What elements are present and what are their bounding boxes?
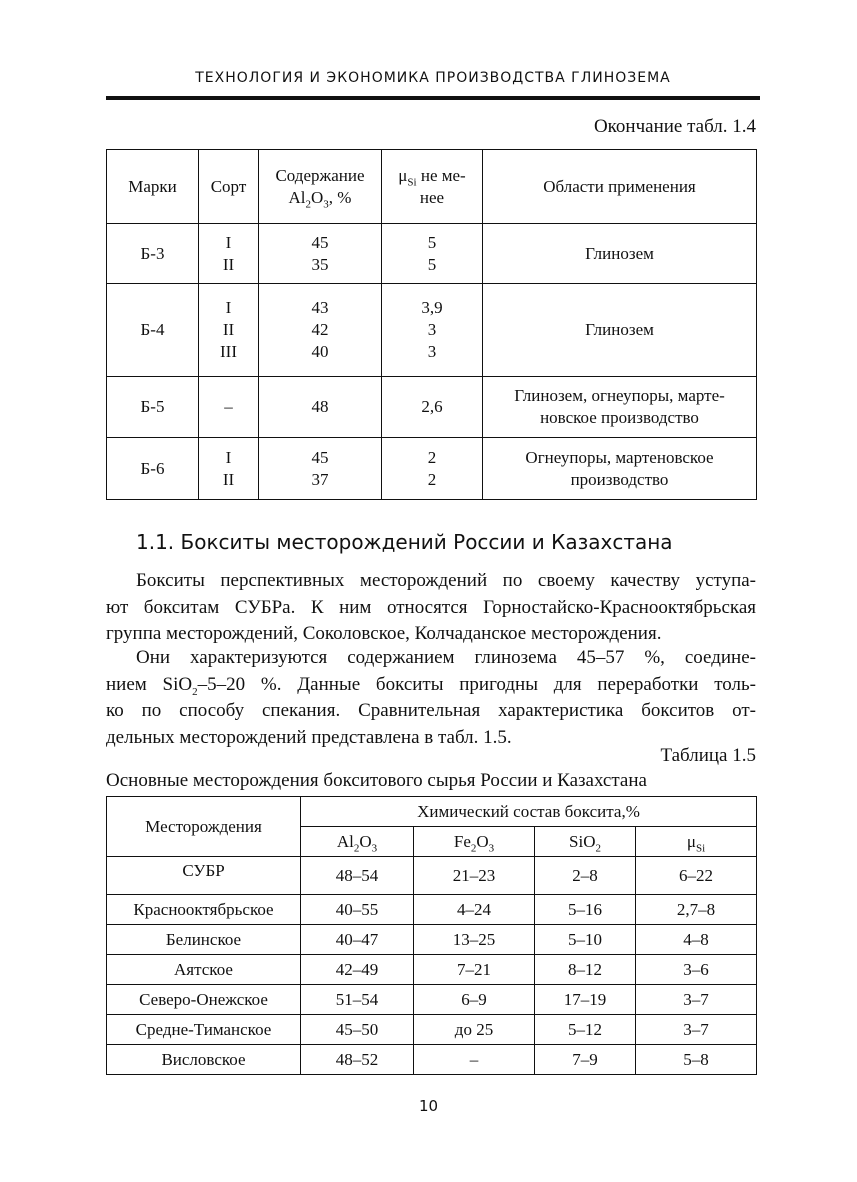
cell-deposit: Белинское [107,925,301,955]
grade-value: I [225,298,232,317]
cell-content [259,438,382,500]
header-rule [106,96,760,100]
mu-value: 3,9 [421,298,443,317]
sio-symbol: SiO [569,831,596,851]
header-mu [382,150,483,224]
cell-content: 48 [259,377,382,438]
al-subscript: 2 [305,197,312,210]
grade-value: III [220,342,237,361]
cell-fe2o3: 4–24 [414,895,535,925]
table-1-5-header-row-1 [107,797,757,827]
cell-al2o3: 40–47 [301,925,414,955]
header-mu-si [636,827,757,857]
table-1-4-caption: Окончание табл. 1.4 [593,116,756,137]
subscript: 2 [192,685,198,698]
cell-mu-si: 3–7 [636,985,757,1015]
paragraph-2 [106,645,756,751]
cell-sio2: 5–10 [535,925,636,955]
grade-value: II [222,254,235,274]
running-head: ТЕХНОЛОГИЯ И ЭКОНОМИКА ПРОИЗВОДСТВА ГЛИНОЗЕМА [195,70,671,86]
paragraph-line: ют бокситам СУБРа. К ним относятся Горностайско-Краснооктябрьская [106,596,756,618]
cell-grades [199,224,259,284]
paragraph-line: Бокситы перспективных месторождений по своему качеству уступа- [136,570,756,591]
header-content [259,150,382,224]
table-1-4 [106,149,757,500]
cell-al2o3: 42–49 [301,955,414,985]
content-value: 43 [311,298,329,317]
cell-mark: Б-4 [107,284,199,377]
content-unit: , % [328,187,352,207]
cell-mu-si: 4–8 [636,925,757,955]
content-value: 40 [311,342,329,361]
cell-deposit: Аятское [107,955,301,985]
use-line: Огнеупоры, мартеновское [525,447,714,467]
mu-subscript: Si [407,175,417,188]
header-applications: Области применения [483,150,757,224]
table-row [107,925,757,955]
mu-value: 2 [427,469,437,489]
cell-content [259,284,382,377]
subscript: 2 [353,841,360,854]
header-marks: Марки [107,150,199,224]
use-line: новское производство [540,408,699,427]
header-mu-line2: нее [419,187,445,207]
table-row [107,377,757,438]
cell-mu-si: 6–22 [636,857,757,895]
cell-mu [382,438,483,500]
page-number: 10 [418,1097,439,1115]
header-chem-group: Химический состав боксита,% [301,797,757,827]
mu-symbol: μ [686,831,696,851]
cell-deposit: СУБР [107,857,301,895]
cell-fe2o3: 6–9 [414,985,535,1015]
mu-value: 3 [427,320,437,339]
subscript: Si [695,841,706,854]
table-row [107,955,757,985]
content-value: 45 [311,447,329,467]
cell-content [259,224,382,284]
text-run: –5–20 %. Данные бокситы пригодны для переработки толь- [197,673,757,695]
cell-sio2: 7–9 [535,1045,636,1075]
cell-al2o3: 40–55 [301,895,414,925]
al-symbol: Al [336,831,354,851]
cell-fe2o3: 21–23 [414,857,535,895]
subscript: 2 [595,841,601,854]
cell-use: Глинозем [483,224,757,284]
table-row [107,284,757,377]
content-value: 35 [311,254,329,274]
header-fe2o3 [414,827,535,857]
content-value: 45 [311,232,329,252]
mu-value: 5 [427,254,437,274]
cell-mark: Б-5 [107,377,199,438]
table-1-5-label: Таблица 1.5 [660,745,756,766]
cell-use [483,438,757,500]
cell-use: Глинозем [483,284,757,377]
cell-mu [382,224,483,284]
mu-value: 3 [427,342,437,361]
grade-value: I [225,447,232,467]
cell-al2o3: 48–52 [301,1045,414,1075]
header-mu-line1 [382,165,482,187]
cell-deposit: Висловское [107,1045,301,1075]
cell-deposit: Северо-Онежское [107,985,301,1015]
mu-symbol: μ [398,165,408,185]
o-symbol: O [476,831,489,851]
mu-text: не ме- [416,165,466,185]
table-row [107,1045,757,1075]
cell-al2o3: 51–54 [301,985,414,1015]
paragraph-1 [106,568,756,648]
table-row [107,224,757,284]
paragraph-line: группа месторождений, Соколовское, Колчаданское месторождения. [106,623,662,644]
paragraph-line [106,672,756,699]
subscript: 2 [470,841,477,854]
cell-sio2: 8–12 [535,955,636,985]
grade-value: I [225,232,232,252]
paragraph-line: Они характеризуются содержанием глинозема 45–57 %, соедине- [136,647,756,668]
cell-mu-si: 2,7–8 [636,895,757,925]
mu-value: 2 [427,447,437,467]
content-value: 37 [311,469,329,489]
cell-mark: Б-6 [107,438,199,500]
cell-use [483,377,757,438]
cell-mu-si: 3–6 [636,955,757,985]
cell-mu [382,284,483,377]
content-value: 42 [311,320,329,339]
grade-value: II [222,320,235,339]
table-row [107,1015,757,1045]
cell-fe2o3: 13–25 [414,925,535,955]
cell-sio2: 17–19 [535,985,636,1015]
cell-sio2: 2–8 [535,857,636,895]
table-1-5-title: Основные месторождения бокситового сырья России и Казахстана [106,770,647,791]
header-deposits: Месторождения [107,797,301,857]
cell-sio2: 5–12 [535,1015,636,1045]
grade-value: II [222,469,235,489]
o-subscript: 3 [323,197,329,210]
cell-deposit: Средне-Тиманское [107,1015,301,1045]
cell-grades [199,284,259,377]
header-al2o3 [301,827,414,857]
cell-deposit: Краснооктябрьское [107,895,301,925]
paragraph-line: дельных месторождений представлена в табл. 1.5. [106,726,512,748]
subscript: 3 [488,841,495,854]
table-row [107,895,757,925]
table-row [107,438,757,500]
cell-fe2o3: – [414,1045,535,1075]
paragraph-line: ко по способу спекания. Сравнительная характеристика бокситов от- [106,700,756,721]
section-title: 1.1. Бокситы месторождений России и Казахстана [136,530,673,554]
cell-mu-si: 5–8 [636,1045,757,1075]
cell-al2o3: 45–50 [301,1015,414,1045]
cell-grades [199,438,259,500]
cell-fe2o3: до 25 [414,1015,535,1045]
o-symbol: O [311,187,324,207]
al-symbol: Al [288,187,306,207]
cell-al2o3: 48–54 [301,857,414,895]
cell-mu-si: 3–7 [636,1015,757,1045]
cell-grades: – [199,377,259,438]
use-line: производство [570,469,669,489]
header-content-line2 [259,187,381,209]
table-1-5 [106,796,757,1075]
cell-mu: 2,6 [382,377,483,438]
cell-mark: Б-3 [107,224,199,284]
cell-sio2: 5–16 [535,895,636,925]
table-row [107,857,757,895]
cell-fe2o3: 7–21 [414,955,535,985]
table-row [107,985,757,1015]
o-symbol: O [359,831,372,851]
header-sio2 [535,827,636,857]
table-1-4-header-row [107,150,757,224]
use-line: Глинозем, огнеупоры, марте- [514,386,725,405]
subscript: 3 [371,841,378,854]
fe-symbol: Fe [453,831,471,851]
mu-value: 5 [427,232,437,252]
header-content-line1: Содержание [275,165,365,185]
text-run: нием SiO [106,673,193,695]
header-grade: Сорт [199,150,259,224]
